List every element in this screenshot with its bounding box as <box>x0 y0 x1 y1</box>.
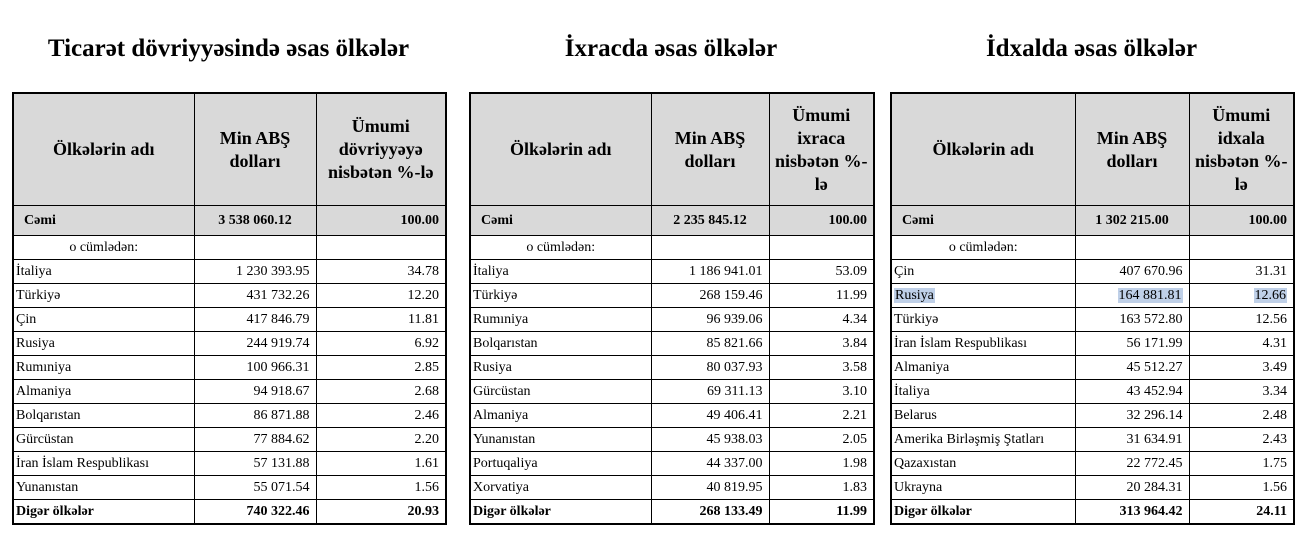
country-value: 417 846.79 <box>194 308 316 332</box>
table-body <box>891 93 1294 524</box>
header-value: Min ABŞ dolları <box>651 93 769 206</box>
country-value: 20 284.31 <box>1075 476 1189 500</box>
country-share: 12.20 <box>316 284 446 308</box>
country-value: 100 966.31 <box>194 356 316 380</box>
country-share: 11.99 <box>769 284 874 308</box>
table-row <box>470 260 874 284</box>
total-label: Cəmi <box>891 206 1075 236</box>
country-value: 77 884.62 <box>194 428 316 452</box>
country-value <box>1075 284 1189 308</box>
total-share: 100.00 <box>316 206 446 236</box>
country-share: 2.85 <box>316 356 446 380</box>
header-row <box>13 93 446 206</box>
empty-cell <box>316 236 446 260</box>
country-name: İran İslam Respublikası <box>891 332 1075 356</box>
empty-cell <box>1075 236 1189 260</box>
countries-table <box>890 92 1295 525</box>
country-name: Gürcüstan <box>470 380 651 404</box>
country-name: Yunanıstan <box>470 428 651 452</box>
table-row <box>891 332 1294 356</box>
table-row <box>13 308 446 332</box>
country-share <box>1189 284 1294 308</box>
table-row <box>470 476 874 500</box>
country-value: 268 159.46 <box>651 284 769 308</box>
country-value: 31 634.91 <box>1075 428 1189 452</box>
table-row <box>13 452 446 476</box>
country-name: Almaniya <box>13 380 194 404</box>
header-share: Ümumi dövriyyəyə nisbətən %-lə <box>316 93 446 206</box>
other-label: Digər ölkələr <box>13 500 194 525</box>
total-share: 100.00 <box>1189 206 1294 236</box>
table-row <box>13 284 446 308</box>
country-share: 2.48 <box>1189 404 1294 428</box>
country-name: Türkiyə <box>13 284 194 308</box>
panel-title: İxracda əsas ölkələr <box>564 35 778 62</box>
country-share: 1.75 <box>1189 452 1294 476</box>
country-share: 4.34 <box>769 308 874 332</box>
empty-cell <box>1189 236 1294 260</box>
country-share: 1.56 <box>1189 476 1294 500</box>
country-share: 3.49 <box>1189 356 1294 380</box>
country-name: Portuqaliya <box>470 452 651 476</box>
country-share: 3.58 <box>769 356 874 380</box>
empty-cell <box>769 236 874 260</box>
other-value: 313 964.42 <box>1075 500 1189 525</box>
country-share: 53.09 <box>769 260 874 284</box>
country-share: 1.83 <box>769 476 874 500</box>
total-value: 2 235 845.12 <box>651 206 769 236</box>
country-share: 2.46 <box>316 404 446 428</box>
country-share: 4.31 <box>1189 332 1294 356</box>
subheader-label: o cümlədən: <box>13 236 194 260</box>
table-row <box>13 428 446 452</box>
table-row <box>13 380 446 404</box>
subheader-label: o cümlədən: <box>470 236 651 260</box>
other-countries-row <box>891 500 1294 525</box>
total-label: Cəmi <box>13 206 194 236</box>
table-row <box>13 476 446 500</box>
country-share: 2.43 <box>1189 428 1294 452</box>
header-row <box>891 93 1294 206</box>
header-share: Ümumi ixraca nisbətən %-lə <box>769 93 874 206</box>
country-name: Qazaxıstan <box>891 452 1075 476</box>
country-name: Gürcüstan <box>13 428 194 452</box>
table-row <box>891 380 1294 404</box>
country-name: İran İslam Respublikası <box>13 452 194 476</box>
country-name: Türkiyə <box>470 284 651 308</box>
subheader-row <box>470 236 874 260</box>
country-value: 244 919.74 <box>194 332 316 356</box>
country-share: 3.34 <box>1189 380 1294 404</box>
table-row <box>891 428 1294 452</box>
country-value: 56 171.99 <box>1075 332 1189 356</box>
country-name: Çin <box>13 308 194 332</box>
country-value: 1 230 393.95 <box>194 260 316 284</box>
header-share: Ümumi idxala nisbətən %-lə <box>1189 93 1294 206</box>
header-country-name: Ölkələrin adı <box>13 93 194 206</box>
table-body <box>470 93 874 524</box>
country-value: 45 512.27 <box>1075 356 1189 380</box>
country-value: 85 821.66 <box>651 332 769 356</box>
country-value: 163 572.80 <box>1075 308 1189 332</box>
header-row <box>470 93 874 206</box>
country-value: 407 670.96 <box>1075 260 1189 284</box>
other-label: Digər ölkələr <box>891 500 1075 525</box>
other-value: 740 322.46 <box>194 500 316 525</box>
highlighted-text: 12.66 <box>1254 287 1286 303</box>
country-name: Almaniya <box>470 404 651 428</box>
other-share: 20.93 <box>316 500 446 525</box>
table-row <box>13 260 446 284</box>
other-label: Digər ölkələr <box>470 500 651 525</box>
subheader-row <box>13 236 446 260</box>
country-value: 80 037.93 <box>651 356 769 380</box>
country-name: Amerika Birləşmiş Ştatları <box>891 428 1075 452</box>
country-share: 2.68 <box>316 380 446 404</box>
table-row <box>13 356 446 380</box>
panel-title: Ticarət dövriyyəsində əsas ölkələr <box>47 35 410 62</box>
country-share: 12.56 <box>1189 308 1294 332</box>
countries-table <box>469 92 875 525</box>
country-share: 1.98 <box>769 452 874 476</box>
total-label: Cəmi <box>470 206 651 236</box>
country-share: 1.61 <box>316 452 446 476</box>
country-value: 96 939.06 <box>651 308 769 332</box>
table-row <box>470 284 874 308</box>
country-name: Belarus <box>891 404 1075 428</box>
other-share: 24.11 <box>1189 500 1294 525</box>
country-share: 6.92 <box>316 332 446 356</box>
country-name: Türkiyə <box>891 308 1075 332</box>
country-value: 55 071.54 <box>194 476 316 500</box>
country-share: 31.31 <box>1189 260 1294 284</box>
total-value: 1 302 215.00 <box>1075 206 1189 236</box>
table-row <box>13 404 446 428</box>
country-share: 1.56 <box>316 476 446 500</box>
table-row <box>470 308 874 332</box>
country-name: Yunanıstan <box>13 476 194 500</box>
highlighted-text: Rusiya <box>895 287 934 303</box>
table-row <box>891 308 1294 332</box>
country-share: 34.78 <box>316 260 446 284</box>
country-name: Rusiya <box>13 332 194 356</box>
country-value: 69 311.13 <box>651 380 769 404</box>
header-value: Min ABŞ dolları <box>1075 93 1189 206</box>
country-name: Bolqarıstan <box>13 404 194 428</box>
country-share: 3.10 <box>769 380 874 404</box>
country-share: 11.81 <box>316 308 446 332</box>
table-row <box>470 404 874 428</box>
country-name: Almaniya <box>891 356 1075 380</box>
other-countries-row <box>13 500 446 525</box>
table-row <box>891 476 1294 500</box>
table-row <box>891 284 1294 308</box>
country-value: 32 296.14 <box>1075 404 1189 428</box>
panel-title: İdxalda əsas ölkələr <box>985 35 1198 62</box>
country-name: Çin <box>891 260 1075 284</box>
subheader-row <box>891 236 1294 260</box>
table-row <box>470 332 874 356</box>
total-share: 100.00 <box>769 206 874 236</box>
country-value: 57 131.88 <box>194 452 316 476</box>
subheader-label: o cümlədən: <box>891 236 1075 260</box>
country-share: 2.20 <box>316 428 446 452</box>
header-country-name: Ölkələrin adı <box>470 93 651 206</box>
empty-cell <box>651 236 769 260</box>
table-row <box>891 452 1294 476</box>
empty-cell <box>194 236 316 260</box>
country-share: 2.05 <box>769 428 874 452</box>
table-body <box>13 93 446 524</box>
country-value: 44 337.00 <box>651 452 769 476</box>
country-value: 1 186 941.01 <box>651 260 769 284</box>
header-country-name: Ölkələrin adı <box>891 93 1075 206</box>
country-value: 22 772.45 <box>1075 452 1189 476</box>
country-value: 86 871.88 <box>194 404 316 428</box>
country-name: Ukrayna <box>891 476 1075 500</box>
other-value: 268 133.49 <box>651 500 769 525</box>
country-name: İtaliya <box>891 380 1075 404</box>
table-row <box>891 404 1294 428</box>
country-name: İtaliya <box>13 260 194 284</box>
country-name: Rumıniya <box>13 356 194 380</box>
other-share: 11.99 <box>769 500 874 525</box>
country-name: İtaliya <box>470 260 651 284</box>
country-name: Xorvatiya <box>470 476 651 500</box>
country-value: 94 918.67 <box>194 380 316 404</box>
header-value: Min ABŞ dolları <box>194 93 316 206</box>
table-row <box>470 380 874 404</box>
country-share: 3.84 <box>769 332 874 356</box>
other-countries-row <box>470 500 874 525</box>
country-name: Bolqarıstan <box>470 332 651 356</box>
total-row <box>13 206 446 236</box>
country-name: Rumıniya <box>470 308 651 332</box>
country-value: 45 938.03 <box>651 428 769 452</box>
total-row <box>891 206 1294 236</box>
country-share: 2.21 <box>769 404 874 428</box>
country-value: 40 819.95 <box>651 476 769 500</box>
table-row <box>470 356 874 380</box>
total-value: 3 538 060.12 <box>194 206 316 236</box>
country-name: Rusiya <box>470 356 651 380</box>
countries-table <box>12 92 447 525</box>
country-value: 431 732.26 <box>194 284 316 308</box>
table-row <box>891 260 1294 284</box>
table-row <box>470 452 874 476</box>
total-row <box>470 206 874 236</box>
country-name <box>891 284 1075 308</box>
table-row <box>470 428 874 452</box>
highlighted-text: 164 881.81 <box>1118 287 1182 303</box>
table-row <box>891 356 1294 380</box>
country-value: 49 406.41 <box>651 404 769 428</box>
country-value: 43 452.94 <box>1075 380 1189 404</box>
table-row <box>13 332 446 356</box>
